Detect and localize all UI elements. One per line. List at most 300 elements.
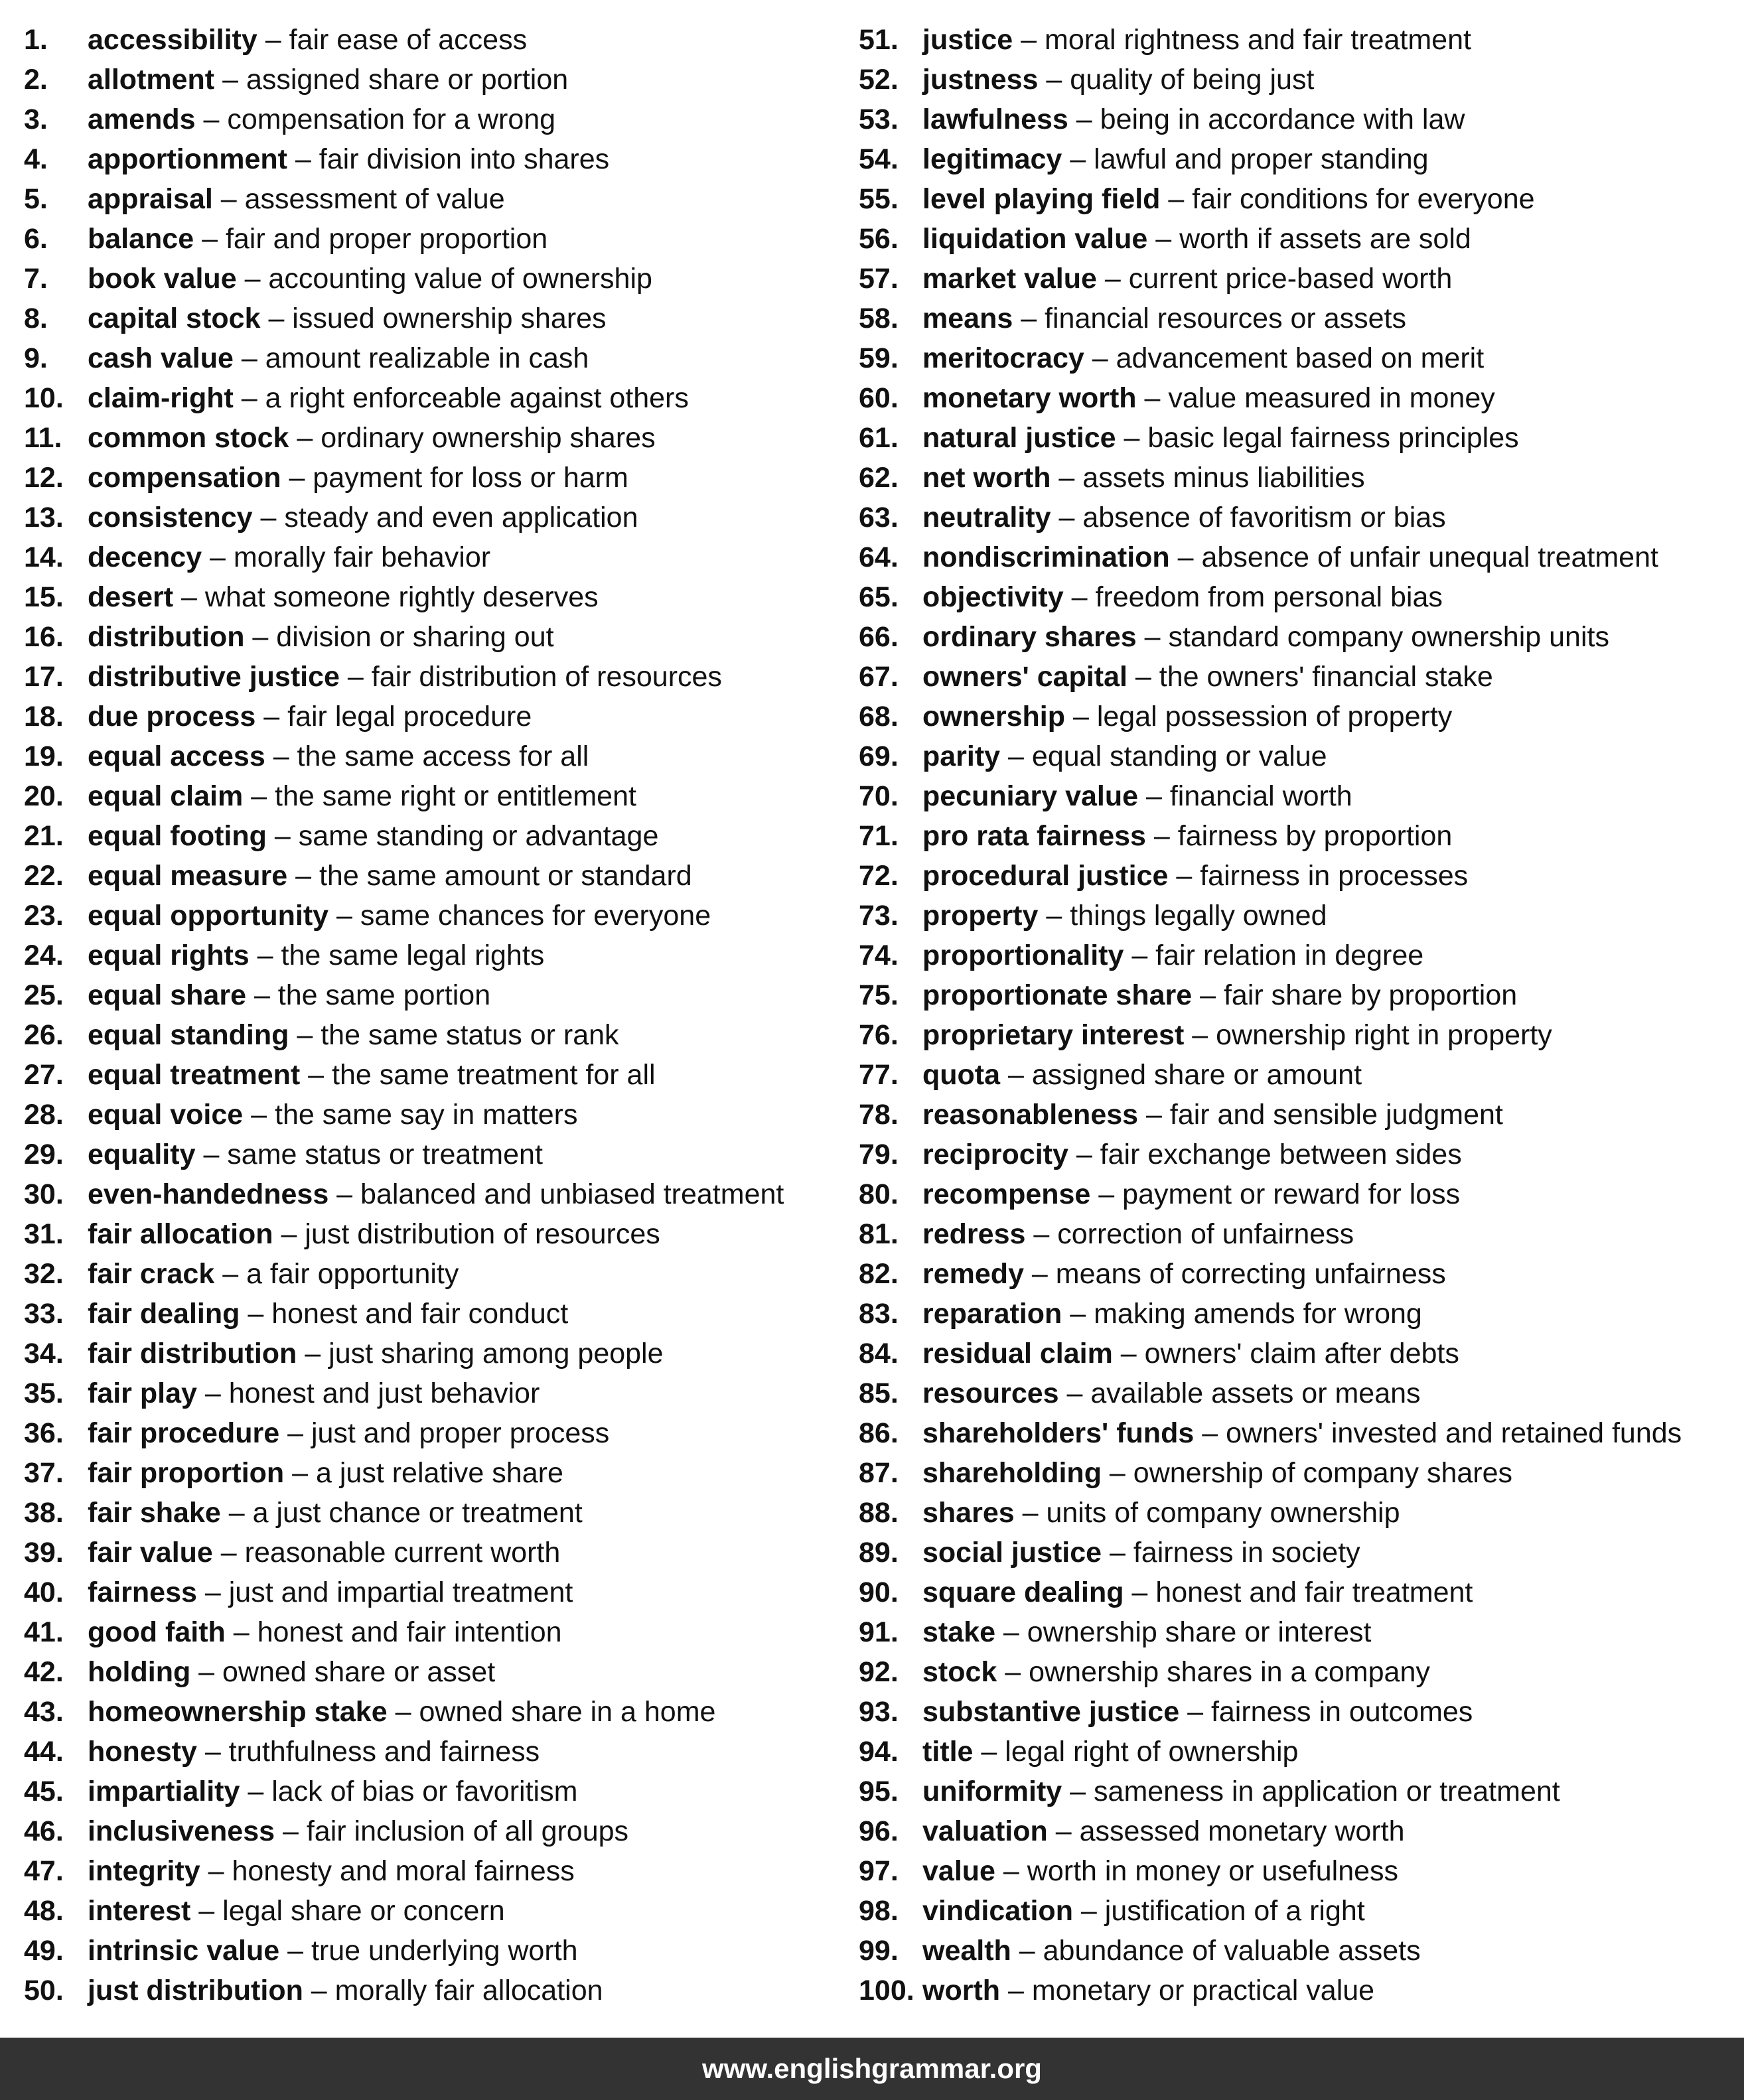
item-definition: – being in accordance with law bbox=[1068, 104, 1465, 135]
list-item bbox=[859, 736, 1682, 776]
item-definition: – a just chance or treatment bbox=[220, 1497, 583, 1529]
list-item bbox=[24, 1214, 784, 1254]
item-number: 88. bbox=[859, 1497, 899, 1529]
list-item bbox=[859, 60, 1682, 100]
item-number: 93. bbox=[859, 1696, 899, 1728]
item-number: 1. bbox=[24, 24, 48, 56]
item-definition: – honest and fair intention bbox=[225, 1616, 562, 1648]
item-term: capital stock bbox=[88, 303, 261, 334]
item-definition: – the owners' financial stake bbox=[1127, 661, 1493, 693]
item-definition: – division or sharing out bbox=[244, 621, 554, 653]
item-definition: – payment or reward for loss bbox=[1090, 1178, 1461, 1210]
item-definition: – owned share or asset bbox=[190, 1656, 496, 1688]
item-term: natural justice bbox=[922, 422, 1116, 454]
item-number: 90. bbox=[859, 1576, 899, 1608]
item-definition: – the same say in matters bbox=[243, 1099, 578, 1131]
item-term: vindication bbox=[922, 1895, 1073, 1927]
item-term: accessibility bbox=[88, 24, 257, 56]
item-number: 13. bbox=[24, 502, 64, 533]
item-term: owners' capital bbox=[922, 661, 1127, 693]
item-number: 91. bbox=[859, 1616, 899, 1648]
item-number: 97. bbox=[859, 1855, 899, 1887]
item-definition: – worth in money or usefulness bbox=[995, 1855, 1399, 1887]
item-number: 69. bbox=[859, 740, 899, 772]
item-definition: – freedom from personal bias bbox=[1063, 581, 1443, 613]
item-term: resources bbox=[922, 1377, 1059, 1409]
item-definition: – fair share by proportion bbox=[1192, 979, 1518, 1011]
item-number: 70. bbox=[859, 780, 899, 812]
item-definition: – justification of a right bbox=[1072, 1895, 1365, 1927]
item-number: 2. bbox=[24, 64, 48, 96]
item-term: reciprocity bbox=[922, 1139, 1068, 1170]
list-item bbox=[859, 697, 1682, 736]
list-item bbox=[24, 736, 784, 776]
list-item bbox=[859, 657, 1682, 697]
item-number: 50. bbox=[24, 1975, 64, 2006]
item-number: 32. bbox=[24, 1258, 64, 1290]
item-term: apportionment bbox=[88, 143, 287, 175]
list-item bbox=[24, 657, 784, 697]
list-item bbox=[24, 1931, 784, 1971]
item-term: due process bbox=[88, 701, 256, 733]
item-definition: – same status or treatment bbox=[195, 1139, 543, 1170]
item-definition: – honest and just behavior bbox=[196, 1377, 540, 1409]
list-item bbox=[859, 219, 1682, 259]
item-number: 17. bbox=[24, 661, 64, 693]
list-item bbox=[859, 418, 1682, 458]
item-number: 14. bbox=[24, 541, 64, 573]
list-item bbox=[859, 1055, 1682, 1095]
item-term: honesty bbox=[88, 1736, 197, 1768]
list-item bbox=[859, 577, 1682, 617]
list-item bbox=[24, 1891, 784, 1931]
item-number: 85. bbox=[859, 1377, 899, 1409]
item-definition: – payment for loss or harm bbox=[281, 462, 628, 494]
list-item bbox=[24, 1772, 784, 1811]
item-term: legitimacy bbox=[922, 143, 1062, 175]
list-item bbox=[24, 1135, 784, 1174]
list-item bbox=[24, 418, 784, 458]
item-definition: – making amends for wrong bbox=[1062, 1298, 1422, 1330]
item-term: shareholders' funds bbox=[922, 1417, 1195, 1449]
item-number: 99. bbox=[859, 1935, 899, 1967]
item-term: pecuniary value bbox=[922, 780, 1139, 812]
item-definition: – amount realizable in cash bbox=[233, 342, 589, 374]
item-definition: – fair relation in degree bbox=[1124, 940, 1424, 971]
item-definition: – assets minus liabilities bbox=[1051, 462, 1365, 494]
item-term: property bbox=[922, 900, 1039, 932]
list-item bbox=[24, 1971, 784, 2010]
item-term: book value bbox=[88, 263, 237, 295]
item-definition: – assigned share or portion bbox=[214, 64, 569, 96]
list-item bbox=[24, 179, 784, 219]
item-term: equality bbox=[88, 1139, 196, 1170]
item-term: market value bbox=[922, 263, 1097, 295]
list-item bbox=[24, 1294, 784, 1334]
list-item bbox=[859, 896, 1682, 936]
list-item bbox=[859, 537, 1682, 577]
item-definition: – fair legal procedure bbox=[255, 701, 532, 733]
left-column bbox=[24, 20, 784, 2010]
item-number: 11. bbox=[24, 422, 62, 454]
list-item bbox=[24, 1612, 784, 1652]
item-number: 9. bbox=[24, 342, 48, 374]
list-item bbox=[24, 299, 784, 338]
item-definition: – morally fair behavior bbox=[202, 541, 491, 573]
item-number: 98. bbox=[859, 1895, 899, 1927]
item-term: interest bbox=[88, 1895, 191, 1927]
item-number: 57. bbox=[859, 263, 899, 295]
list-item bbox=[859, 1493, 1682, 1533]
item-definition: – true underlying worth bbox=[279, 1935, 578, 1967]
item-definition: – owners' invested and retained funds bbox=[1194, 1417, 1682, 1449]
list-item bbox=[24, 60, 784, 100]
item-definition: – assessed monetary worth bbox=[1047, 1815, 1405, 1847]
item-number: 52. bbox=[859, 64, 899, 96]
list-item bbox=[24, 1493, 784, 1533]
item-term: quota bbox=[922, 1059, 1001, 1091]
list-item bbox=[859, 975, 1682, 1015]
item-definition: – basic legal fairness principles bbox=[1116, 422, 1519, 454]
item-definition: – financial resources or assets bbox=[1013, 303, 1406, 334]
item-number: 38. bbox=[24, 1497, 64, 1529]
item-number: 33. bbox=[24, 1298, 64, 1330]
list-item bbox=[24, 936, 784, 975]
item-term: homeownership stake bbox=[88, 1696, 388, 1728]
item-term: ownership bbox=[922, 701, 1066, 733]
item-definition: – standard company ownership units bbox=[1136, 621, 1609, 653]
list-item bbox=[24, 259, 784, 299]
item-term: monetary worth bbox=[922, 382, 1137, 414]
item-number: 72. bbox=[859, 860, 899, 892]
item-definition: – issued ownership shares bbox=[260, 303, 607, 334]
item-term: good faith bbox=[88, 1616, 226, 1648]
item-number: 82. bbox=[859, 1258, 899, 1290]
list-item bbox=[859, 1732, 1682, 1772]
item-term: equal share bbox=[88, 979, 246, 1011]
item-number: 47. bbox=[24, 1855, 64, 1887]
item-number: 58. bbox=[859, 303, 899, 334]
item-term: equal measure bbox=[88, 860, 288, 892]
item-number: 51. bbox=[859, 24, 899, 56]
list-item bbox=[24, 1533, 784, 1573]
item-definition: – honest and fair conduct bbox=[240, 1298, 569, 1330]
item-definition: – accounting value of ownership bbox=[236, 263, 652, 295]
list-item bbox=[24, 100, 784, 139]
item-number: 10. bbox=[24, 382, 64, 414]
item-term: recompense bbox=[922, 1178, 1091, 1210]
item-definition: – fairness by proportion bbox=[1145, 820, 1453, 852]
item-term: appraisal bbox=[88, 183, 213, 215]
list-item bbox=[859, 179, 1682, 219]
item-term: inclusiveness bbox=[88, 1815, 275, 1847]
item-definition: – honesty and moral fairness bbox=[200, 1855, 575, 1887]
item-definition: – just distribution of resources bbox=[273, 1218, 660, 1250]
item-definition: – ownership shares in a company bbox=[997, 1656, 1430, 1688]
item-definition: – correction of unfairness bbox=[1025, 1218, 1354, 1250]
item-number: 42. bbox=[24, 1656, 64, 1688]
item-term: distribution bbox=[88, 621, 245, 653]
list-item bbox=[859, 1573, 1682, 1612]
item-term: level playing field bbox=[922, 183, 1161, 215]
item-definition: – available assets or means bbox=[1058, 1377, 1421, 1409]
item-number: 30. bbox=[24, 1178, 64, 1210]
item-number: 62. bbox=[859, 462, 899, 494]
item-term: equal footing bbox=[88, 820, 267, 852]
item-definition: – fair inclusion of all groups bbox=[275, 1815, 629, 1847]
item-number: 31. bbox=[24, 1218, 64, 1250]
list-item bbox=[24, 20, 784, 60]
item-definition: – honest and fair treatment bbox=[1124, 1576, 1473, 1608]
item-number: 18. bbox=[24, 701, 64, 733]
item-number: 41. bbox=[24, 1616, 64, 1648]
item-definition: – units of company ownership bbox=[1014, 1497, 1400, 1529]
item-number: 84. bbox=[859, 1338, 899, 1369]
item-number: 87. bbox=[859, 1457, 899, 1489]
item-number: 20. bbox=[24, 780, 64, 812]
item-definition: – assessment of value bbox=[212, 183, 505, 215]
item-number: 76. bbox=[859, 1019, 899, 1051]
item-term: residual claim bbox=[922, 1338, 1113, 1369]
item-number: 34. bbox=[24, 1338, 64, 1369]
item-term: allotment bbox=[88, 64, 215, 96]
item-definition: – advancement based on merit bbox=[1084, 342, 1485, 374]
item-definition: – compensation for a wrong bbox=[195, 104, 556, 135]
list-item bbox=[859, 1931, 1682, 1971]
item-definition: – abundance of valuable assets bbox=[1011, 1935, 1421, 1967]
item-number: 26. bbox=[24, 1019, 64, 1051]
item-term: objectivity bbox=[922, 581, 1064, 613]
item-term: procedural justice bbox=[922, 860, 1169, 892]
item-number: 48. bbox=[24, 1895, 64, 1927]
item-number: 40. bbox=[24, 1576, 64, 1608]
list-item bbox=[24, 1692, 784, 1732]
list-item bbox=[859, 1811, 1682, 1851]
item-number: 80. bbox=[859, 1178, 899, 1210]
item-definition: – the same treatment for all bbox=[300, 1059, 656, 1091]
item-number: 29. bbox=[24, 1139, 64, 1170]
item-term: equal claim bbox=[88, 780, 244, 812]
item-term: proportionality bbox=[922, 940, 1124, 971]
list-item bbox=[24, 1373, 784, 1413]
item-definition: – the same amount or standard bbox=[287, 860, 692, 892]
item-definition: – truthfulness and fairness bbox=[196, 1736, 540, 1768]
list-item bbox=[24, 498, 784, 537]
item-number: 4. bbox=[24, 143, 48, 175]
item-term: decency bbox=[88, 541, 202, 573]
item-definition: – absence of favoritism or bias bbox=[1051, 502, 1446, 533]
item-number: 54. bbox=[859, 143, 899, 175]
list-item bbox=[24, 537, 784, 577]
item-number: 12. bbox=[24, 462, 64, 494]
item-term: valuation bbox=[922, 1815, 1048, 1847]
list-item bbox=[24, 1453, 784, 1493]
item-term: fair proportion bbox=[88, 1457, 285, 1489]
list-item bbox=[859, 498, 1682, 537]
item-term: stake bbox=[922, 1616, 995, 1648]
item-definition: – ordinary ownership shares bbox=[289, 422, 656, 454]
item-definition: – equal standing or value bbox=[1000, 740, 1327, 772]
item-number: 89. bbox=[859, 1537, 899, 1569]
list-item bbox=[859, 856, 1682, 896]
item-term: equal treatment bbox=[88, 1059, 301, 1091]
list-item bbox=[859, 617, 1682, 657]
list-item bbox=[859, 1174, 1682, 1214]
list-item bbox=[859, 1891, 1682, 1931]
item-term: equal voice bbox=[88, 1099, 244, 1131]
item-number: 92. bbox=[859, 1656, 899, 1688]
item-definition: – fair division into shares bbox=[287, 143, 610, 175]
list-item bbox=[859, 1413, 1682, 1453]
item-definition: – balanced and unbiased treatment bbox=[328, 1178, 784, 1210]
item-definition: – sameness in application or treatment bbox=[1062, 1776, 1560, 1807]
item-number: 21. bbox=[24, 820, 64, 852]
item-definition: – current price-based worth bbox=[1096, 263, 1453, 295]
item-term: fair crack bbox=[88, 1258, 215, 1290]
item-number: 63. bbox=[859, 502, 899, 533]
list-item bbox=[24, 816, 784, 856]
item-number: 7. bbox=[24, 263, 48, 295]
item-definition: – means of correcting unfairness bbox=[1023, 1258, 1446, 1290]
item-definition: – fair conditions for everyone bbox=[1160, 183, 1535, 215]
list-item bbox=[859, 139, 1682, 179]
item-number: 68. bbox=[859, 701, 899, 733]
item-number: 53. bbox=[859, 104, 899, 135]
list-item bbox=[24, 896, 784, 936]
item-number: 64. bbox=[859, 541, 899, 573]
list-item bbox=[859, 1135, 1682, 1174]
item-number: 55. bbox=[859, 183, 899, 215]
item-number: 6. bbox=[24, 223, 48, 255]
list-item bbox=[859, 1214, 1682, 1254]
item-number: 95. bbox=[859, 1776, 899, 1807]
list-item bbox=[24, 378, 784, 418]
item-number: 15. bbox=[24, 581, 64, 613]
item-term: wealth bbox=[922, 1935, 1011, 1967]
item-definition: – moral rightness and fair treatment bbox=[1013, 24, 1471, 56]
list-item bbox=[24, 1174, 784, 1214]
item-term: ordinary shares bbox=[922, 621, 1137, 653]
item-term: common stock bbox=[88, 422, 289, 454]
item-number: 79. bbox=[859, 1139, 899, 1170]
item-number: 25. bbox=[24, 979, 64, 1011]
list-item bbox=[24, 577, 784, 617]
list-item bbox=[859, 1015, 1682, 1055]
item-definition: – what someone rightly deserves bbox=[173, 581, 599, 613]
list-item bbox=[859, 936, 1682, 975]
list-item bbox=[24, 1811, 784, 1851]
item-definition: – morally fair allocation bbox=[303, 1975, 603, 2006]
list-item bbox=[859, 1971, 1682, 2010]
item-number: 35. bbox=[24, 1377, 64, 1409]
item-number: 71. bbox=[859, 820, 899, 852]
item-term: integrity bbox=[88, 1855, 200, 1887]
item-number: 23. bbox=[24, 900, 64, 932]
item-definition: – same standing or advantage bbox=[266, 820, 659, 852]
item-term: fairness bbox=[88, 1576, 197, 1608]
item-term: lawfulness bbox=[922, 104, 1068, 135]
item-term: pro rata fairness bbox=[922, 820, 1146, 852]
list-item bbox=[24, 338, 784, 378]
item-number: 44. bbox=[24, 1736, 64, 1768]
list-item bbox=[859, 378, 1682, 418]
list-item bbox=[859, 1254, 1682, 1294]
item-number: 77. bbox=[859, 1059, 899, 1091]
item-term: consistency bbox=[88, 502, 253, 533]
list-item bbox=[859, 776, 1682, 816]
list-item bbox=[859, 1612, 1682, 1652]
list-item bbox=[24, 219, 784, 259]
item-number: 5. bbox=[24, 183, 48, 215]
item-definition: – the same status or rank bbox=[289, 1019, 619, 1051]
item-term: fair procedure bbox=[88, 1417, 280, 1449]
item-number: 67. bbox=[859, 661, 899, 693]
item-definition: – fair distribution of resources bbox=[339, 661, 722, 693]
item-number: 65. bbox=[859, 581, 899, 613]
item-term: balance bbox=[88, 223, 194, 255]
item-definition: – legal right of ownership bbox=[973, 1736, 1299, 1768]
item-term: distributive justice bbox=[88, 661, 340, 693]
item-definition: – ownership right in property bbox=[1184, 1019, 1552, 1051]
item-term: fair dealing bbox=[88, 1298, 240, 1330]
list-item bbox=[24, 1652, 784, 1692]
item-number: 59. bbox=[859, 342, 899, 374]
item-term: title bbox=[922, 1736, 974, 1768]
list-item bbox=[859, 100, 1682, 139]
list-item bbox=[24, 1732, 784, 1772]
item-number: 37. bbox=[24, 1457, 64, 1489]
list-item bbox=[24, 617, 784, 657]
item-term: value bbox=[922, 1855, 995, 1887]
item-definition: – the same legal rights bbox=[249, 940, 545, 971]
list-item bbox=[24, 1055, 784, 1095]
list-item bbox=[859, 1533, 1682, 1573]
item-definition: – worth if assets are sold bbox=[1147, 223, 1471, 255]
item-number: 24. bbox=[24, 940, 64, 971]
item-definition: – the same right or entitlement bbox=[243, 780, 636, 812]
item-term: even-handedness bbox=[88, 1178, 329, 1210]
item-term: meritocracy bbox=[922, 342, 1084, 374]
item-term: remedy bbox=[922, 1258, 1024, 1290]
item-number: 45. bbox=[24, 1776, 64, 1807]
item-term: justness bbox=[922, 64, 1039, 96]
item-number: 81. bbox=[859, 1218, 899, 1250]
list-item bbox=[24, 1015, 784, 1055]
item-number: 39. bbox=[24, 1537, 64, 1569]
list-item bbox=[24, 776, 784, 816]
item-term: substantive justice bbox=[922, 1696, 1180, 1728]
item-term: net worth bbox=[922, 462, 1051, 494]
item-definition: – quality of being just bbox=[1038, 64, 1315, 96]
item-term: proprietary interest bbox=[922, 1019, 1185, 1051]
item-term: fair shake bbox=[88, 1497, 221, 1529]
footer-url: www.englishgrammar.org bbox=[702, 2053, 1042, 2084]
item-definition: – monetary or practical value bbox=[1000, 1975, 1375, 2006]
item-term: redress bbox=[922, 1218, 1026, 1250]
item-number: 8. bbox=[24, 303, 48, 334]
item-number: 94. bbox=[859, 1736, 899, 1768]
item-definition: – ownership share or interest bbox=[995, 1616, 1372, 1648]
item-number: 61. bbox=[859, 422, 899, 454]
item-definition: – fairness in processes bbox=[1168, 860, 1469, 892]
item-definition: – just and proper process bbox=[279, 1417, 610, 1449]
list-item bbox=[859, 1095, 1682, 1135]
item-definition: – fair and proper proportion bbox=[194, 223, 548, 255]
list-item bbox=[24, 975, 784, 1015]
list-item bbox=[859, 1772, 1682, 1811]
item-number: 100. bbox=[859, 1975, 914, 2006]
list-item bbox=[24, 697, 784, 736]
